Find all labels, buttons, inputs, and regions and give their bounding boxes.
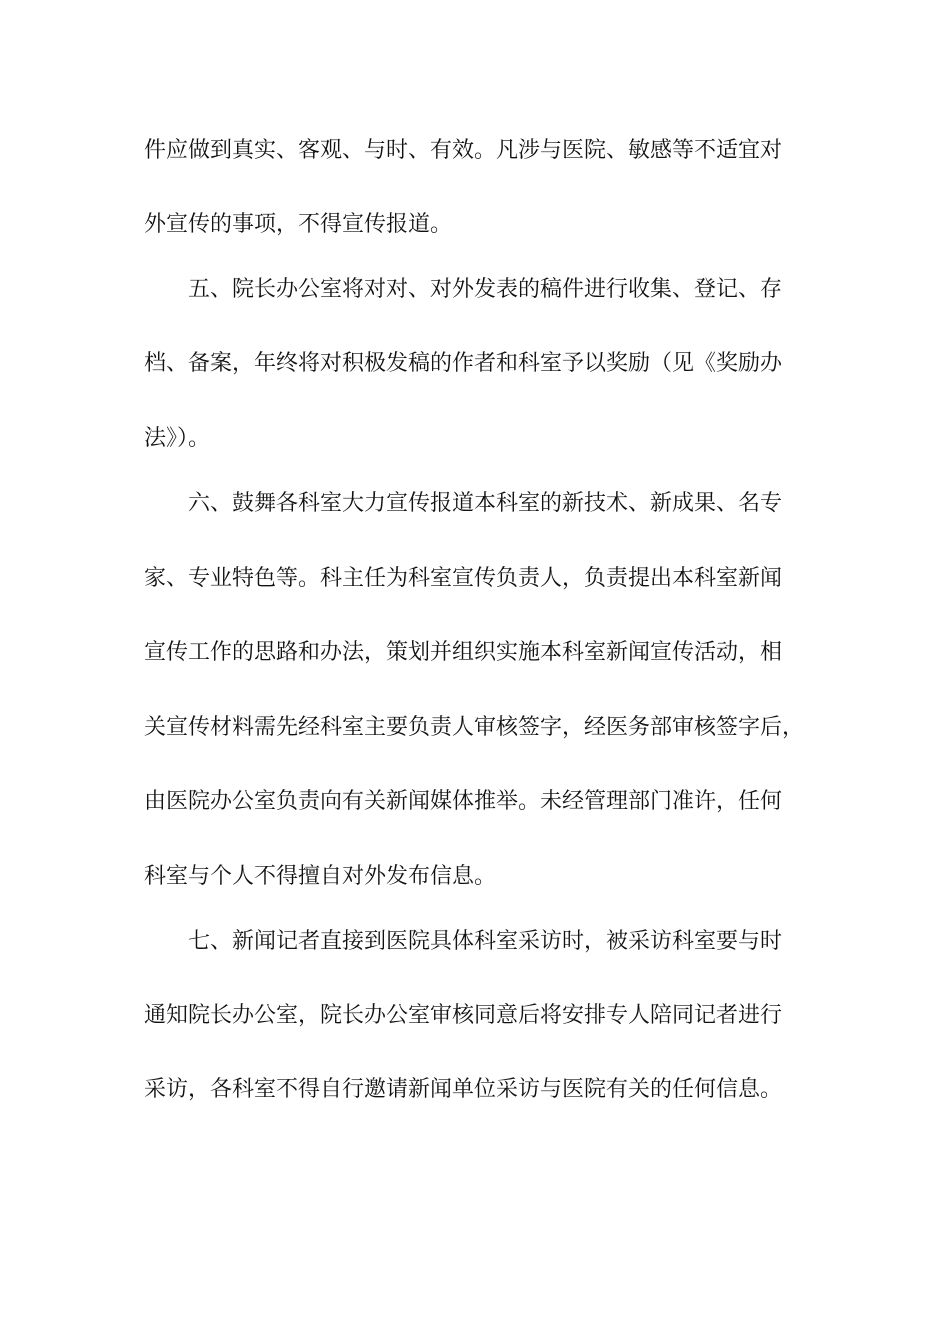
text-line: 家、专业特色等。科主任为科室宣传负责人，负责提出本科室新闻	[144, 566, 783, 591]
text-line: 采访，各科室不得自行邀请新闻单位采访与医院有关的任何信息。	[144, 1077, 783, 1102]
text-line: 档、备案，年终将对积极发稿的作者和科室予以奖励（见《奖励办	[144, 351, 783, 376]
text-line: 件应做到真实、客观、与时、有效。凡涉与医院、敏感等不适宜对	[144, 138, 783, 163]
text-line: 关宣传材料需先经科室主要负责人审核签字，经医务部审核签字后，	[144, 715, 805, 740]
section-six-heading-line: 六、鼓舞各科室大力宣传报道本科室的新技术、新成果、名专	[188, 491, 783, 516]
text-line: 法》）。	[144, 426, 211, 451]
text-line: 通知院长办公室，院长办公室审核同意后将安排专人陪同记者进行	[144, 1003, 783, 1028]
section-five-heading-line: 五、院长办公室将对对、对外发表的稿件进行收集、登记、存	[188, 277, 783, 302]
text-line: 外宣传的事项，不得宣传报道。	[144, 212, 453, 237]
text-line: 由医院办公室负责向有关新闻媒体推举。未经管理部门准许，任何	[144, 789, 783, 814]
text-line: 科室与个人不得擅自对外发布信息。	[144, 864, 497, 889]
text-line: 宣传工作的思路和办法，策划并组织实施本科室新闻宣传活动，相	[144, 640, 783, 665]
section-seven-heading-line: 七、新闻记者直接到医院具体科室采访时，被采访科室要与时	[188, 929, 783, 954]
